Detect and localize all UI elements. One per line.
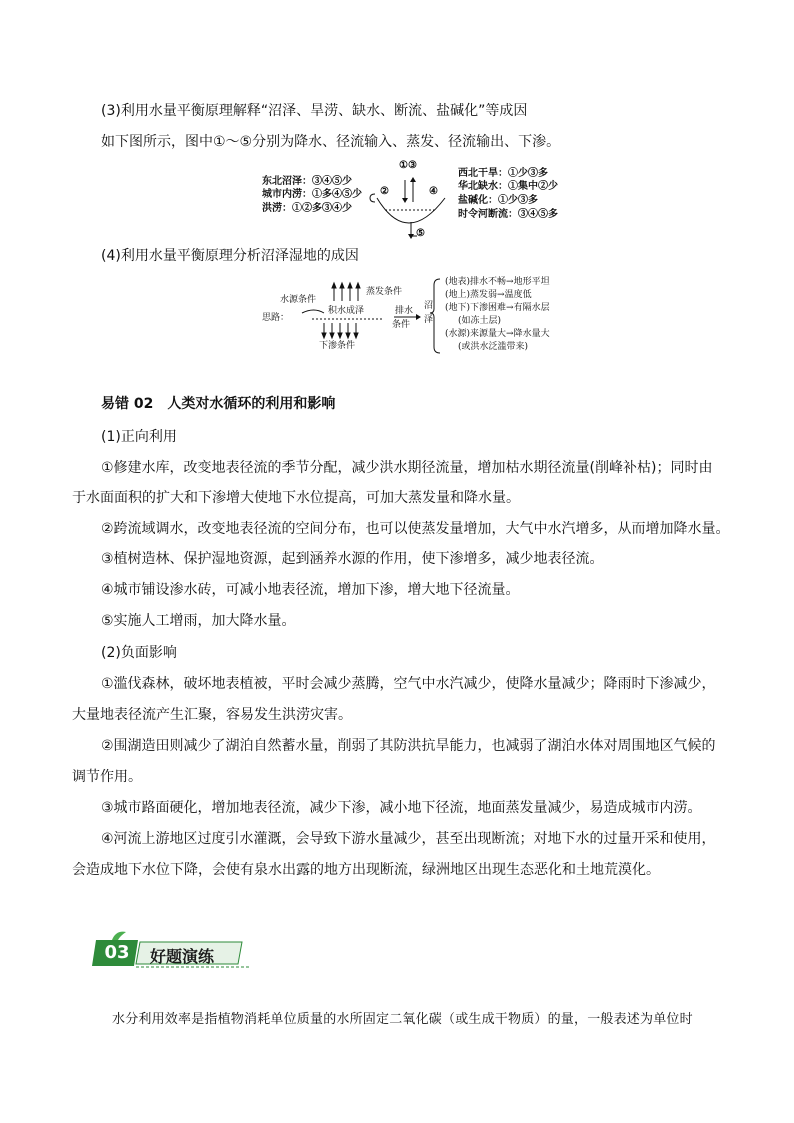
diagram2-right-1: (地表)排水不畅→地形平坦: [445, 277, 550, 287]
diagram-label-top: ①③: [399, 160, 417, 171]
positive-item-4: ④城市铺设渗水砖，可减小地表径流，增加下渗，增大地下径流量。: [101, 582, 520, 598]
negative-item-2b: 调节作用。: [72, 769, 142, 785]
diagram2-right-2: (地上)蒸发弱→温度低: [445, 290, 532, 300]
negative-item-3: ③城市路面硬化，增加地表径流，减少下渗，减小地下径流，地面蒸发量减少，易造成城市内涝。: [101, 800, 702, 816]
negative-item-1a: ①滥伐森林，破坏地表植被，平时会减少蒸腾，空气中水汽减少，使降水量减少；降雨时下渗减少，: [101, 676, 716, 692]
diagram2-evap: 蒸发条件: [366, 287, 403, 297]
diagram2-right-3: (地下)下渗困难→有隔水层: [445, 303, 550, 313]
positive-item-2: ②跨流域调水，改变地表径流的空间分布，也可以使蒸发量增加，大气中水汽增多，从而增加降水量。: [101, 521, 730, 537]
diagram2-accumulate: 积水成泽: [328, 306, 365, 316]
positive-heading: (1)正向利用: [101, 429, 177, 445]
positive-item-1a: ①修建水库，改变地表径流的季节分配，减少洪水期径流量，增加枯水期径流量(削峰补枯)；同时由: [101, 460, 713, 476]
lake-basin-graphic: [367, 158, 457, 240]
diagram2-arrows: [262, 273, 442, 358]
section4-heading: (4)利用水量平衡原理分析沼泽湿地的成因: [101, 248, 359, 264]
diagram-right-line-1: 西北干旱：①少③多: [458, 168, 548, 179]
positive-item-1b: 于水面面积的扩大和下渗增大使地下水位提高，可加大蒸发量和降水量。: [72, 490, 520, 506]
section-banner: [92, 928, 250, 968]
negative-item-4b: 会造成地下水位下降，会使有泉水出露的地方出现断流，绿洲地区出现生态恶化和土地荒漠化。: [72, 862, 660, 878]
marsh-cause-diagram: [262, 273, 562, 358]
negative-item-1b: 大量地表径流产生汇聚，容易发生洪涝灾害。: [72, 707, 352, 723]
diagram-left-line-2: 城市内涝：①多④⑤少: [262, 189, 362, 200]
diagram2-right-4: (如冻土层): [458, 316, 502, 326]
diagram2-seep: 下渗条件: [319, 341, 356, 351]
diagram2-right-5: (水源)来源量大→降水量大: [445, 329, 550, 339]
diagram-right-line-4: 时令河断流：③④⑤多: [458, 209, 558, 220]
diagram-right-line-2: 华北缺水：①集中②少: [458, 181, 558, 192]
diagram2-right-6: (或洪水泛滥带来): [458, 342, 529, 352]
banner-title: 好题演练: [150, 947, 215, 966]
diagram-left-line-3: 洪涝：①②多③④少: [262, 203, 352, 214]
section3-intro: 如下图所示，图中①～⑤分别为降水、径流输入、蒸发、径流输出、下渗。: [101, 134, 561, 150]
leaf-icon: [112, 932, 126, 940]
diagram2-drain: 排水: [395, 306, 414, 316]
diagram2-water-source: 水源条件: [280, 295, 317, 305]
diagram2-marsh2: 泽: [424, 315, 434, 325]
diagram-left-line-1: 东北沼泽：③④⑤少: [262, 176, 352, 187]
diagram-right-line-3: 盐碱化：①少③多: [458, 195, 538, 206]
section3-heading: (3)利用水量平衡原理解释“沼泽、旱涝、缺水、断流、盐碱化”等成因: [101, 103, 528, 119]
banner-number: 03: [104, 942, 130, 963]
diagram2-drain2: 条件: [392, 320, 411, 330]
diagram-label-runoff-in: ②: [380, 186, 389, 197]
negative-heading: (2)负面影响: [101, 645, 177, 661]
positive-item-5: ⑤实施人工增雨，加大降水量。: [101, 613, 296, 629]
water-balance-diagram: [262, 158, 562, 240]
negative-item-2a: ②围湖造田则减少了湖泊自然蓄水量，削弱了其防洪抗旱能力，也减弱了湖泊水体对周围地区气候的: [101, 738, 716, 754]
positive-item-3: ③植树造林、保护湿地资源，起到涵养水源的作用，使下渗增多，减少地表径流。: [101, 551, 604, 567]
error02-title: 易错 02 人类对水循环的利用和影响: [101, 396, 336, 412]
diagram-label-seep: ⑤: [416, 228, 425, 239]
negative-item-4a: ④河流上游地区过度引水灌溉，会导致下游水量减少，甚至出现断流；对地下水的过量开采和使用，: [101, 831, 716, 847]
diagram-label-runoff-out: ④: [429, 186, 438, 197]
last-paragraph-line: 水分利用效率是指植物消耗单位质量的水所固定二氧化碳（或生成干物质）的量，一般表述为单位时: [112, 1012, 693, 1027]
diagram2-marsh: 沼: [424, 301, 434, 311]
diagram2-thinking: 思路：: [262, 313, 290, 323]
